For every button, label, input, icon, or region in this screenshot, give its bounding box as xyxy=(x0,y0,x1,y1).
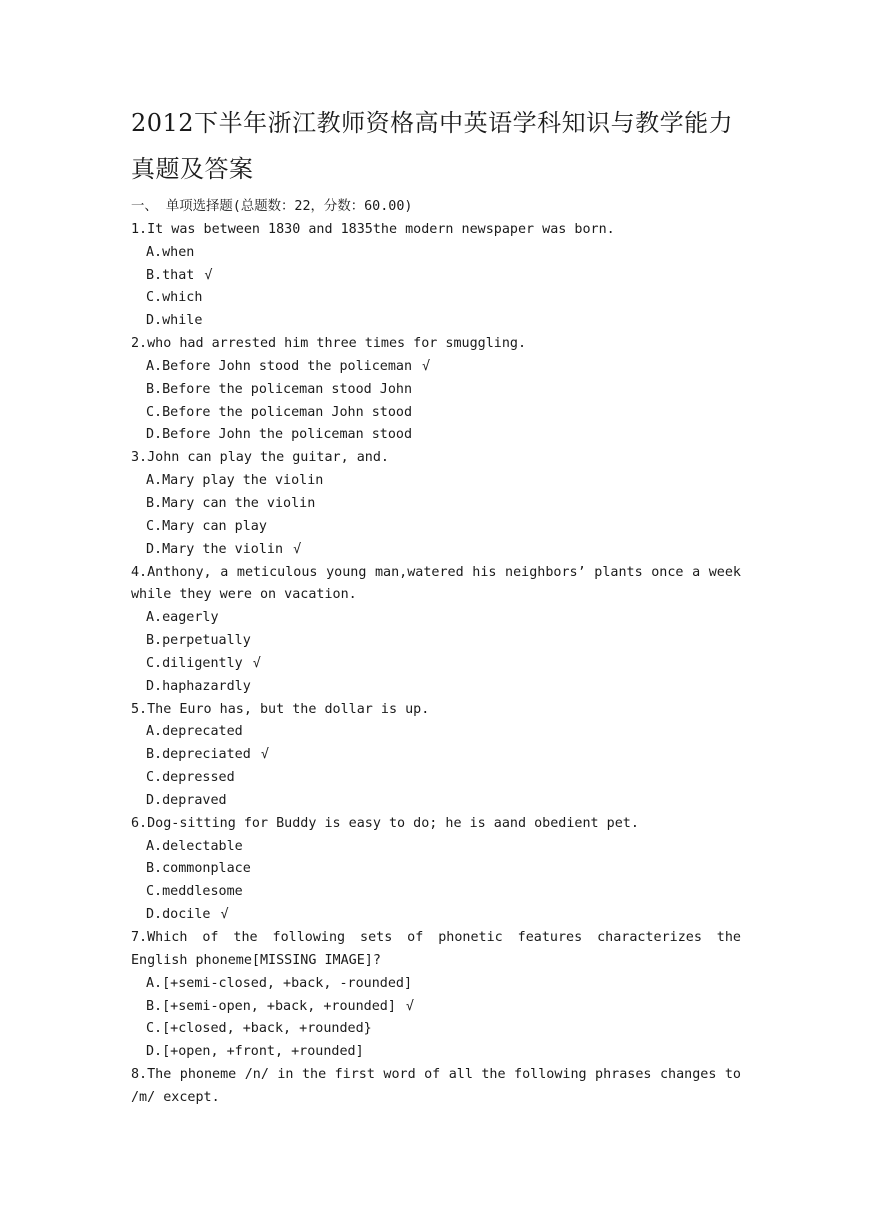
correct-check-icon: √ xyxy=(260,747,269,763)
answer-option xyxy=(146,242,741,265)
question-item xyxy=(131,927,750,1064)
answer-option-text: D.depraved xyxy=(146,792,227,808)
section-header: 一、 单项选择题(总题数：22，分数：60.00) xyxy=(131,199,413,214)
answer-option xyxy=(146,265,741,288)
answer-option-text: C.which xyxy=(146,290,203,306)
question-stem: 8.The phoneme /n/ in the first word of all the following phrases changes to /m/ except. xyxy=(131,1067,750,1105)
question-item xyxy=(131,1064,750,1110)
answer-option-text: C.diligently xyxy=(146,655,243,671)
answer-option xyxy=(146,858,741,881)
answer-option xyxy=(146,310,741,333)
answer-option xyxy=(146,539,741,562)
answer-option-text: A.Before John stood the policeman xyxy=(146,358,413,374)
answer-option-text: B.commonplace xyxy=(146,861,251,877)
answer-option xyxy=(146,676,741,699)
answer-option-text: B.Before the policeman stood John xyxy=(146,381,413,397)
answer-option xyxy=(146,653,741,676)
answer-option-text: B.Mary can the violin xyxy=(146,495,316,511)
answer-option xyxy=(146,973,741,996)
answer-option-text: C.Mary can play xyxy=(146,518,267,534)
document-title: 2012下半年浙江教师资格高中英语学科知识与教学能力真题及答案 xyxy=(131,109,734,183)
question-item xyxy=(131,813,741,927)
correct-check-icon: √ xyxy=(422,358,431,374)
correct-check-icon: √ xyxy=(293,541,302,557)
answer-option-text: A.deprecated xyxy=(146,724,243,740)
question-stem: 5.The Euro has, but the dollar is up. xyxy=(131,701,430,717)
answer-option-text: D.while xyxy=(146,313,203,329)
answer-option-text: A.delectable xyxy=(146,838,243,854)
question-stem: 7.Which of the following sets of phonetic features characterizes the English phoneme[MISSING IMAGE]? xyxy=(131,930,750,968)
question-stem: 1.It was between 1830 and 1835the modern newspaper was born. xyxy=(131,221,615,237)
answer-option-text: B.that xyxy=(146,267,195,283)
answer-option xyxy=(146,287,741,310)
answer-option xyxy=(146,356,741,379)
answer-option xyxy=(146,836,741,859)
correct-check-icon: √ xyxy=(252,655,261,671)
answer-option-text: A.when xyxy=(146,244,195,260)
answer-option xyxy=(146,516,741,539)
answer-option xyxy=(146,493,741,516)
question-stem: 3.John can play the guitar, and. xyxy=(131,450,389,466)
answer-option-text: B.perpetually xyxy=(146,633,251,649)
answer-option-text: C.depressed xyxy=(146,770,235,786)
answer-option-text: D.docile xyxy=(146,907,211,923)
correct-check-icon: √ xyxy=(220,907,229,923)
answer-option xyxy=(146,607,741,630)
answer-option-text: C.meddlesome xyxy=(146,884,243,900)
question-stem: 2.who had arrested him three times for smuggling. xyxy=(131,336,527,352)
answer-option xyxy=(146,767,741,790)
answer-option-text: D.Mary the violin xyxy=(146,541,284,557)
answer-option-text: D.[+open, +front, +rounded] xyxy=(146,1044,364,1060)
question-stem: 6.Dog-sitting for Buddy is easy to do; he is aand obedient pet. xyxy=(131,815,639,831)
answer-option xyxy=(146,790,741,813)
answer-option-text: A.eagerly xyxy=(146,610,219,626)
answer-option xyxy=(146,744,741,767)
answer-option xyxy=(146,630,741,653)
answer-option-text: C.[+closed, +back, +rounded} xyxy=(146,1021,372,1037)
question-stem: 4.Anthony, a meticulous young man,watered his neighbors’ plants once a week while they were on vacation. xyxy=(131,564,750,603)
answer-option-text: D.haphazardly xyxy=(146,678,251,694)
answer-option xyxy=(146,1018,741,1041)
correct-check-icon: √ xyxy=(405,998,414,1014)
answer-option xyxy=(146,470,741,493)
question-list xyxy=(131,219,750,1110)
answer-option-text: A.Mary play the violin xyxy=(146,473,324,489)
question-item xyxy=(131,699,741,813)
answer-option xyxy=(146,904,741,927)
answer-option-text: A.[+semi-closed, +back, -rounded] xyxy=(146,975,413,991)
answer-option-text: B.depreciated xyxy=(146,747,251,763)
answer-option xyxy=(146,721,741,744)
question-item xyxy=(131,447,741,561)
answer-option xyxy=(146,402,741,425)
question-item xyxy=(131,562,750,699)
answer-option xyxy=(146,424,741,447)
answer-option xyxy=(146,379,741,402)
answer-option xyxy=(146,881,741,904)
correct-check-icon: √ xyxy=(204,267,213,283)
question-item xyxy=(131,219,741,333)
answer-option xyxy=(146,996,741,1019)
answer-option-text: C.Before the policeman John stood xyxy=(146,404,413,420)
answer-option xyxy=(146,1041,741,1064)
question-item xyxy=(131,333,741,447)
answer-option-text: B.[+semi-open, +back, +rounded] xyxy=(146,998,396,1014)
document-page xyxy=(131,100,750,1110)
answer-option-text: D.Before John the policeman stood xyxy=(146,427,413,443)
